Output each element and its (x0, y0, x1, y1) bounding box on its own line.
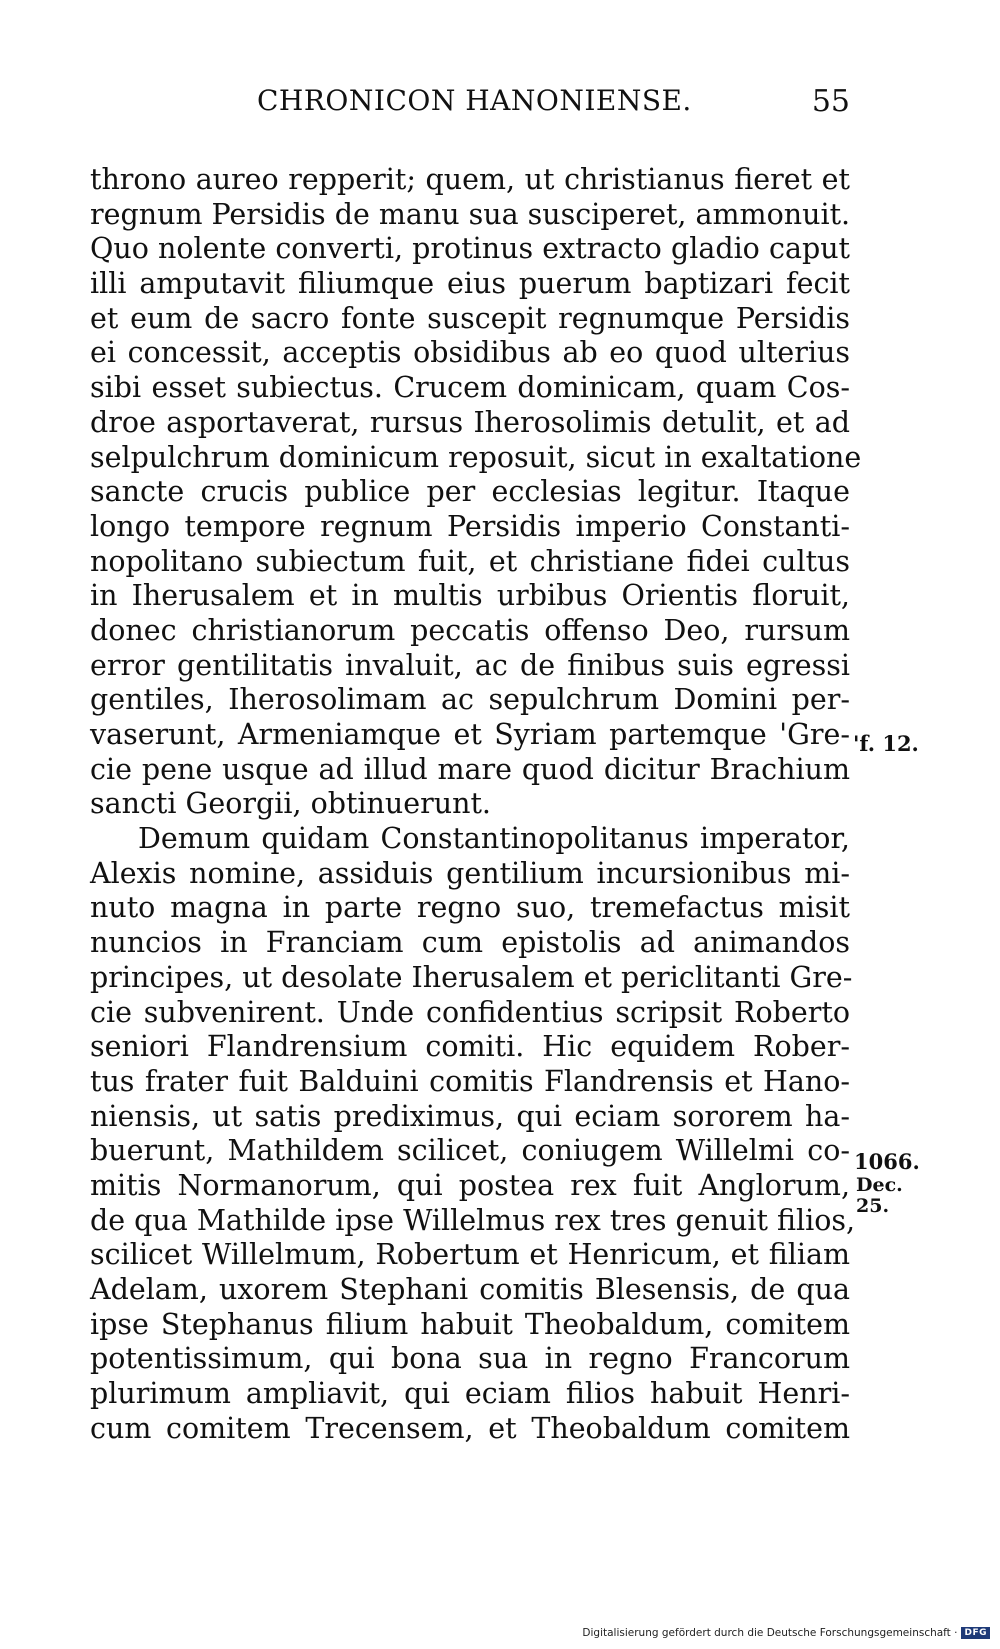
text-line: seniori Flandrensium comiti. Hic equidem Rober- (90, 1030, 850, 1064)
text-line: longo tempore regnum Persidis imperio Constanti- (90, 509, 850, 543)
text-line: plurimum ampliavit, qui eciam filios habuit Henri- (90, 1377, 850, 1411)
text-line: tus frater fuit Balduini comitis Flandrensis et Hano- (90, 1064, 850, 1098)
text-line: ei concessit, acceptis obsidibus ab eo quod ulterius (90, 336, 850, 370)
margin-note-year: 1066. (854, 1149, 920, 1174)
text-line: in Iherusalem et in multis urbibus Orientis floruit, (90, 579, 850, 613)
text-line: sancti Georgii, obtinuerunt. (90, 787, 491, 821)
text-line: selpulchrum dominicum reposuit, sicut in exaltatione (90, 440, 862, 474)
text-line: Quo nolente converti, protinus extracto gladio caput (90, 232, 850, 266)
text-line: principes, ut desolate Iherusalem et periclitanti Gre- (90, 960, 853, 994)
text-line: nuncios in Franciam cum epistolis ad animandos (90, 926, 850, 960)
text-line: droe asportaverat, rursus Iherosolimis detulit, et ad (90, 405, 850, 439)
text-line: regnum Persidis de manu sua susciperet, ammonuit. (90, 197, 851, 231)
text-line: nuto magna in parte regno suo, tremefactus misit (90, 891, 850, 925)
text-line: error gentilitatis invaluit, ac de finibus suis egressi (90, 648, 850, 682)
text-line: et eum de sacro fonte suscepit regnumque Persidis (90, 301, 850, 335)
text-line: de qua Mathilde ipse Willelmus rex tres genuit filios, (90, 1203, 856, 1237)
text-line: Alexis nomine, assiduis gentilium incursionibus mi- (90, 856, 850, 890)
text-line: Adelam, uxorem Stephani comitis Blesensis, de qua (90, 1273, 850, 1306)
margin-note-day: 25. (856, 1195, 890, 1217)
text-line: cum comitem Trecensem, et Theobaldum comitem (90, 1411, 850, 1445)
text-line: sancte crucis publice per ecclesias legitur. Itaque (90, 475, 850, 509)
text-line: donec christianorum peccatis offenso Deo, rursum (90, 613, 850, 647)
text-line: cie subvenirent. Unde confidentius scripsit Roberto (90, 995, 850, 1029)
margin-note-folio: 'f. 12. (853, 731, 919, 756)
text-line: vaserunt, Armeniamque et Syriam partemque 'Gre- (90, 718, 850, 751)
text-line: throno aureo repperit; quem, ut christianus fieret et (90, 163, 850, 196)
text-line: buerunt, Mathildem scilicet, coniugem Willelmi co- (90, 1134, 850, 1168)
text-line: mitis Normanorum, qui postea rex fuit Anglorum, (90, 1168, 850, 1202)
page-header (90, 84, 850, 128)
text-line: ipse Stephanus filium habuit Theobaldum, comitem (90, 1307, 850, 1341)
text-line: Demum quidam Constantinopolitanus imperator, (138, 822, 850, 856)
running-title: CHRONICON HANONIENSE. (257, 84, 692, 117)
margin-note-month: Dec. (856, 1174, 903, 1196)
text-line: scilicet Willelmum, Robertum et Henricum, et filiam (90, 1238, 850, 1272)
text-line: niensis, ut satis prediximus, qui eciam sororem ha- (90, 1099, 850, 1133)
text-line: potentissimum, qui bona sua in regno Francorum (90, 1342, 850, 1376)
text-line: sibi esset subiectus. Crucem dominicam, quam Cos- (90, 371, 850, 405)
text-line: nopolitano subiectum fuit, et christiane fidei cultus (90, 544, 850, 578)
text-line: cie pene usque ad illud mare quod dicitur Brachium (90, 752, 850, 786)
dfg-logo-icon: DFG (961, 1627, 990, 1639)
page-number: 55 (811, 84, 850, 119)
main-text (90, 163, 862, 1446)
text-line: gentiles, Iherosolimam ac sepulchrum Domini per- (90, 683, 850, 717)
digitization-footer (582, 1627, 990, 1639)
text-line: illi amputavit filiumque eius puerum baptizari fecit (90, 267, 850, 301)
margin-note-date (856, 1175, 903, 1217)
footer-credit: Digitalisierung gefördert durch die Deutsche Forschungsgemeinschaft · (582, 1627, 958, 1639)
